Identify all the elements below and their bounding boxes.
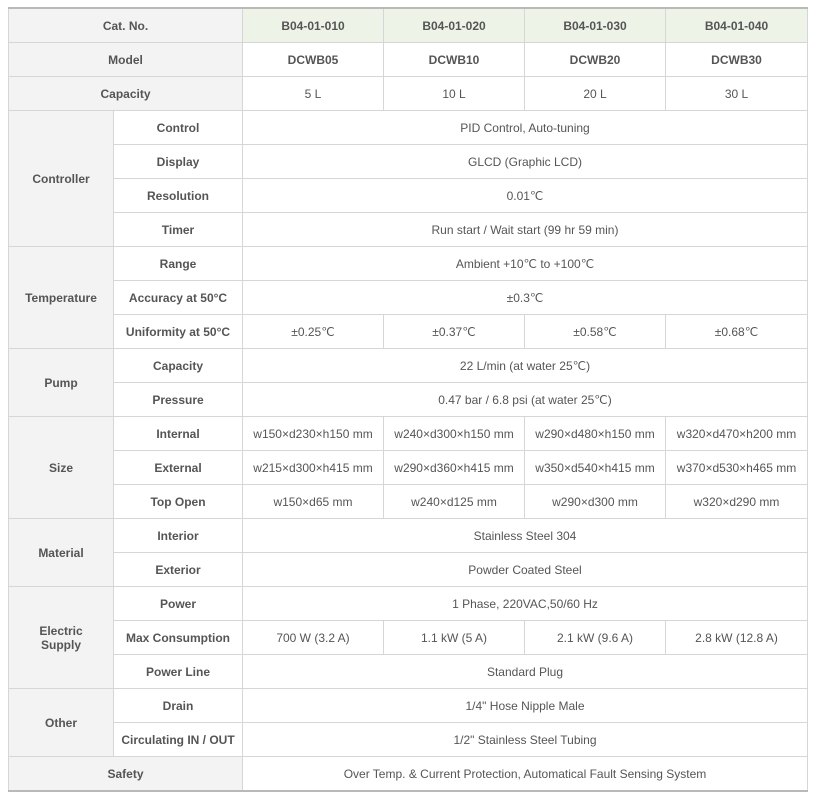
- electric-label-line1: Electric: [39, 623, 83, 638]
- electric-supply-group-label: [9, 587, 114, 689]
- top-open-label: Top Open: [114, 485, 243, 519]
- resolution-value: 0.01℃: [243, 179, 808, 213]
- model-cell: DCWB10: [384, 43, 525, 77]
- table-row: [9, 519, 808, 553]
- max-consumption-cell: 1.1 kW (5 A): [384, 621, 525, 655]
- table-row: [9, 315, 808, 349]
- timer-value: Run start / Wait start (99 hr 59 min): [243, 213, 808, 247]
- safety-value: Over Temp. & Current Protection, Automatical Fault Sensing System: [243, 757, 808, 792]
- display-label: Display: [114, 145, 243, 179]
- spec-table: [8, 7, 808, 792]
- material-group-label: Material: [9, 519, 114, 587]
- power-line-label: Power Line: [114, 655, 243, 689]
- pressure-value: 0.47 bar / 6.8 psi (at water 25℃): [243, 383, 808, 417]
- exterior-label: Exterior: [114, 553, 243, 587]
- external-cell: w350×d540×h415 mm: [525, 451, 666, 485]
- range-value: Ambient +10℃ to +100℃: [243, 247, 808, 281]
- pump-group-label: Pump: [9, 349, 114, 417]
- table-row: [9, 247, 808, 281]
- table-row: [9, 451, 808, 485]
- circulating-value: 1/2" Stainless Steel Tubing: [243, 723, 808, 757]
- model-cell: DCWB20: [525, 43, 666, 77]
- model-label: Model: [9, 43, 243, 77]
- table-row: [9, 145, 808, 179]
- internal-label: Internal: [114, 417, 243, 451]
- capacity-cell: 10 L: [384, 77, 525, 111]
- cat-no-cell: B04-01-030: [525, 8, 666, 43]
- table-row: [9, 383, 808, 417]
- table-row: [9, 757, 808, 792]
- table-row: [9, 417, 808, 451]
- table-row: [9, 587, 808, 621]
- power-value: 1 Phase, 220VAC,50/60 Hz: [243, 587, 808, 621]
- other-group-label: Other: [9, 689, 114, 757]
- control-value: PID Control, Auto-tuning: [243, 111, 808, 145]
- table-row: [9, 349, 808, 383]
- uniformity-cell: ±0.37℃: [384, 315, 525, 349]
- table-row: [9, 655, 808, 689]
- max-consumption-cell: 2.1 kW (9.6 A): [525, 621, 666, 655]
- table-row: [9, 621, 808, 655]
- interior-value: Stainless Steel 304: [243, 519, 808, 553]
- table-row: [9, 179, 808, 213]
- external-cell: w215×d300×h415 mm: [243, 451, 384, 485]
- external-label: External: [114, 451, 243, 485]
- table-row: [9, 689, 808, 723]
- controller-group-label: Controller: [9, 111, 114, 247]
- internal-cell: w240×d300×h150 mm: [384, 417, 525, 451]
- cat-no-label: Cat. No.: [9, 8, 243, 43]
- table-row: [9, 553, 808, 587]
- temperature-group-label: Temperature: [9, 247, 114, 349]
- table-row-capacity: [9, 77, 808, 111]
- electric-label-line2: Supply: [40, 637, 81, 652]
- resolution-label: Resolution: [114, 179, 243, 213]
- circulating-label: Circulating IN / OUT: [114, 723, 243, 757]
- model-cell: DCWB05: [243, 43, 384, 77]
- internal-cell: w150×d230×h150 mm: [243, 417, 384, 451]
- internal-cell: w290×d480×h150 mm: [525, 417, 666, 451]
- accuracy-value: ±0.3℃: [243, 281, 808, 315]
- pump-capacity-label: Capacity: [114, 349, 243, 383]
- top-open-cell: w240×d125 mm: [384, 485, 525, 519]
- max-consumption-label: Max Consumption: [114, 621, 243, 655]
- uniformity-cell: ±0.25℃: [243, 315, 384, 349]
- display-value: GLCD (Graphic LCD): [243, 145, 808, 179]
- drain-value: 1/4" Hose Nipple Male: [243, 689, 808, 723]
- accuracy-label: Accuracy at 50°C: [114, 281, 243, 315]
- external-cell: w370×d530×h465 mm: [666, 451, 808, 485]
- capacity-cell: 5 L: [243, 77, 384, 111]
- table-row: [9, 723, 808, 757]
- uniformity-label: Uniformity at 50°C: [114, 315, 243, 349]
- capacity-cell: 30 L: [666, 77, 808, 111]
- internal-cell: w320×d470×h200 mm: [666, 417, 808, 451]
- table-row-cat-no: [9, 8, 808, 43]
- uniformity-cell: ±0.68℃: [666, 315, 808, 349]
- table-row: [9, 111, 808, 145]
- cat-no-cell: B04-01-040: [666, 8, 808, 43]
- range-label: Range: [114, 247, 243, 281]
- drain-label: Drain: [114, 689, 243, 723]
- safety-label: Safety: [9, 757, 243, 792]
- size-group-label: Size: [9, 417, 114, 519]
- cat-no-cell: B04-01-020: [384, 8, 525, 43]
- timer-label: Timer: [114, 213, 243, 247]
- control-label: Control: [114, 111, 243, 145]
- cat-no-cell: B04-01-010: [243, 8, 384, 43]
- table-row: [9, 213, 808, 247]
- uniformity-cell: ±0.58℃: [525, 315, 666, 349]
- model-cell: DCWB30: [666, 43, 808, 77]
- pressure-label: Pressure: [114, 383, 243, 417]
- exterior-value: Powder Coated Steel: [243, 553, 808, 587]
- top-open-cell: w320×d290 mm: [666, 485, 808, 519]
- top-open-cell: w150×d65 mm: [243, 485, 384, 519]
- table-row: [9, 281, 808, 315]
- capacity-cell: 20 L: [525, 77, 666, 111]
- power-label: Power: [114, 587, 243, 621]
- capacity-label: Capacity: [9, 77, 243, 111]
- external-cell: w290×d360×h415 mm: [384, 451, 525, 485]
- max-consumption-cell: 700 W (3.2 A): [243, 621, 384, 655]
- table-row: [9, 485, 808, 519]
- interior-label: Interior: [114, 519, 243, 553]
- max-consumption-cell: 2.8 kW (12.8 A): [666, 621, 808, 655]
- power-line-value: Standard Plug: [243, 655, 808, 689]
- pump-capacity-value: 22 L/min (at water 25℃): [243, 349, 808, 383]
- top-open-cell: w290×d300 mm: [525, 485, 666, 519]
- table-row-model: [9, 43, 808, 77]
